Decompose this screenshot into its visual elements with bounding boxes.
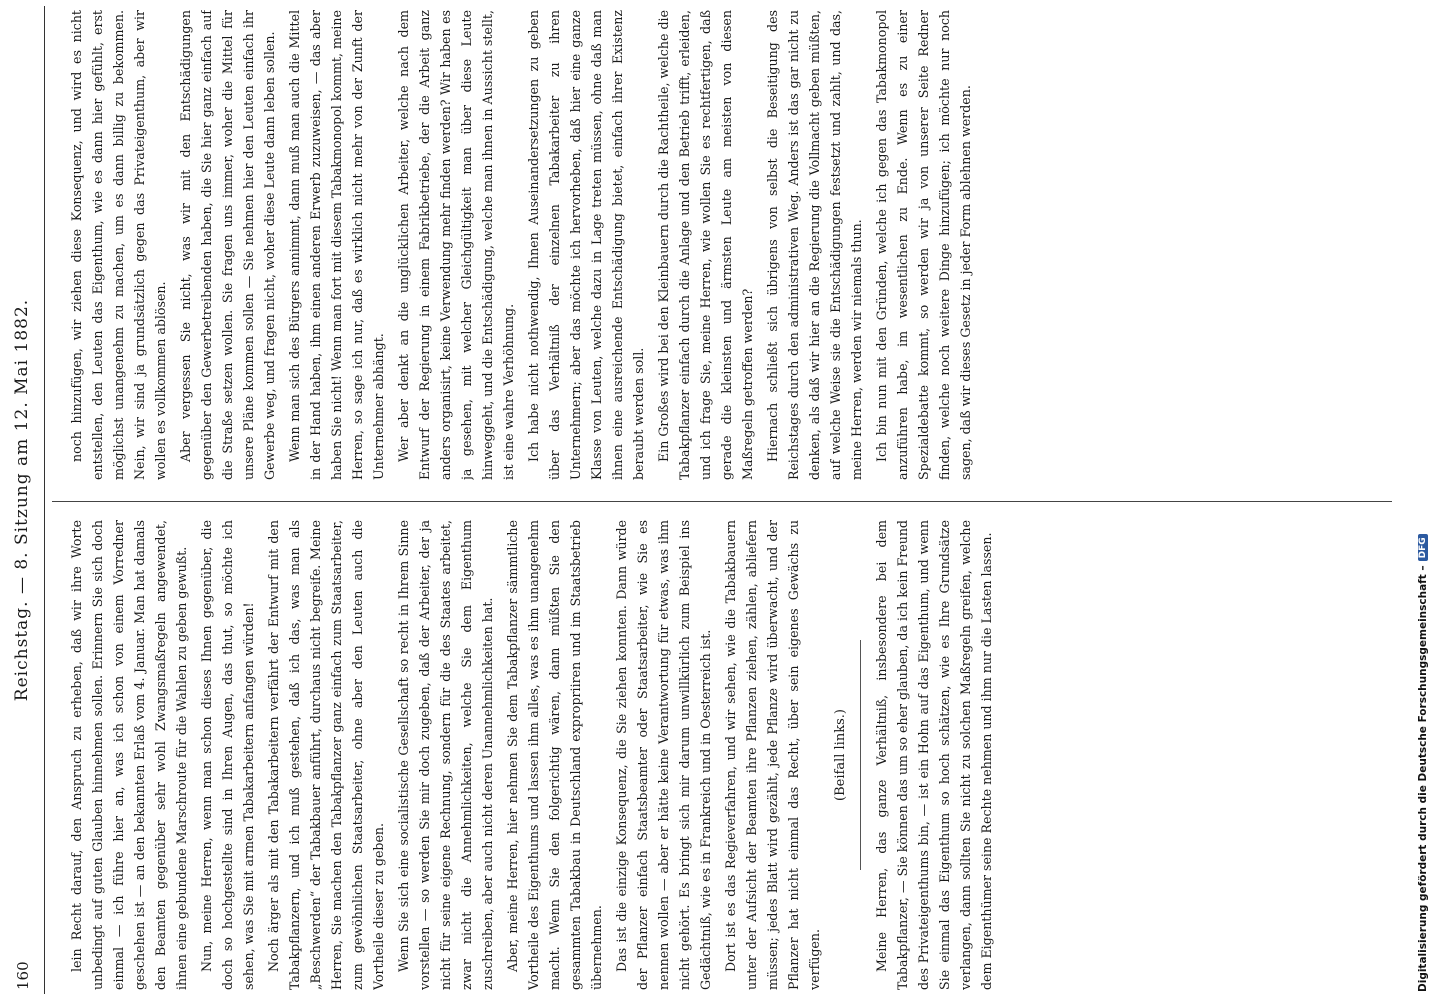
header-rule — [44, 6, 45, 994]
digitization-note — [1414, 0, 1432, 1000]
paragraph: Ich habe nicht nothwendig, Ihnen Auseinandersetzungen zu geben über das Verhältniß der einzelnen Tabakarbeiter zu ihren Unternehmern; aber das möchte ich hervorheben, daß hier eine ganze Klasse von Leuten, welche dazu in Lage treten müssen, ohne daß man ihnen eine ausreichende Entschädigung bietet, einfach ihrer Existenz beraubt werden soll. — [526, 10, 646, 480]
paragraph: Meine Herren, das ganze Verhältniß, insbesondere bei dem Tabakpflanzer, — Sie können das um so eher glauben, da ich kein Freund des Privateigenthums bin, — ist ein Hohn auf das Eigenthum, und wenn Sie einmal das Eigenthum so hoch schätzen, wie es Ihre Grundsätze verlangen, dann sollten Sie nicht zu solchen Maßregeln greifen, welche dem Eigenthümer seine Rechte nehmen und ihm nur die Lasten lassen. — [874, 520, 994, 990]
section-rule — [860, 640, 861, 870]
right-column — [66, 10, 1391, 480]
column-divider — [52, 501, 1392, 502]
paragraph: Nun, meine Herren, wenn man schon dieses Ihnen gegenüber, die doch so hochgestellte sind in Ihren Augen, das thut, so möchte ich sehen, was Sie mit armen Tabakarbeitern anfangen würden! — [199, 520, 256, 990]
paragraph: Wenn man sich des Bürgers annimmt, dann muß man auch die Mittel in der Hand haben, ihm einen anderen Erwerb zuzuweisen, — das aber haben Sie nicht! Wenn man fort mit diesem Tabakmonopol kommt, meine Herren, so sage ich nur, daß es wirklich nicht mehr von der Zunft der Unternehmer abhängt. — [287, 10, 386, 480]
dfg-logo: DFG — [1418, 534, 1428, 561]
paragraph: Noch ärger als mit den Tabakarbeitern verfährt der Entwurf mit den Tabakpflanzern, und ich muß gestehen, daß ich das, was man als „Beschwerden“ der Tabakbauer anführt, durchaus nicht begreife. Meine Herren, Sie machen den Tabakpflanzer ganz einfach zum Staatsarbeiter, zum gewöhnlichen Staatsarbeiter, ohne aber den Leuten auch die Vortheile dieser zu geben. — [266, 520, 386, 990]
applause-note: (Beifall links.) — [833, 709, 848, 801]
paragraph: Dort ist es das Regieverfahren, und wir sehen, wie die Tabakbauern unter der Aufsicht der Beamten ihre Pflanzen ziehen, zählen, abliefern müssen; jedes Blatt wird gezählt, jede Pflanze wird überwacht, und der Pflanzer hat nicht einmal das Recht, über sein eigenes Gewächs zu verfügen. — [723, 520, 822, 990]
paragraph: noch hinzufügen, wir ziehen diese Konsequenz, und wird es nicht entstellen, den Leuten das Eigenthum, wie es dann hier gefühlt, erst möglichst unangenehm zu machen, um es dann billig zu bekommen. Nein, wir sind ja grundsätzlich gegen das Privateigenthum, aber wir wollen es vollkommen ablösen. — [69, 10, 168, 480]
digitization-note-text: Digitalisierung gefördert durch die Deutsche Forschungsgemeinschaft – — [1417, 565, 1429, 992]
paragraph: Wenn Sie sich eine socialistische Gesellschaft so recht in Ihrem Sinne vorstellen — so werden Sie mir doch zugeben, daß der Arbeiter, der ja nicht für seine eigene Rechnung, sondern für die des Staates arbeitet, zwar nicht die Annehmlichkeiten, welche Sie dem Eigenthum zuschreiben, aber auch nicht deren Unannehmlichkeiten hat. — [396, 520, 495, 990]
page-number: 160 — [14, 961, 32, 990]
paragraph: Ich bin nun mit den Gründen, welche ich gegen das Tabakmonopol anzuführen habe, im wesentlichen zu Ende. Wenn es zu einer Spezialdebatte kommt, so werden wir ja von unserer Seite Redner finden, welche noch weitere Dinge hinzufügen; ich möchte nur noch sagen, daß wir dieses Gesetz in jeder Form ablehnen werden. — [874, 10, 973, 480]
paragraph: Hiernach schließt sich übrigens von selbst die Beseitigung des Reichstages durch den administrativen Weg. Anders ist das gar nicht zu denken, als daß wir hier an die Regierung die Vollmacht geben müßten, auf welche Weise sie die Entschädigungen festsetzt und zahlt, und das, meine Herren, werden wir niemals thun. — [765, 10, 864, 480]
paragraph: lein Recht darauf, den Anspruch zu erheben, daß wir ihre Worte unbedingt auf guten Glauben hinnehmen sollen. Erinnern Sie sich doch einmal — ich führe hier an, was ich schon von einem Vorredner geschehen ist — an den bekannten Erlaß vom 4. Januar. Man hat damals den Beamten gegenüber sehr wohl Zwangsmaßregeln angewendet, ihnen eine gebundene Marschroute für die Wahlen zu geben gewußt. — [69, 520, 189, 990]
paragraph: Ein Großes wird bei den Kleinbauern durch die Rachtheile, welche die Tabakpflanzer einfach durch die Anlage und den Betrieb trifft, erleiden, und ich frage Sie, meine Herren, wie wollen Sie es rechtfertigen, daß gerade die kleinsten und ärmsten Leute am meisten von diesen Maßregeln getroffen werden? — [656, 10, 755, 480]
paragraph: Wer aber denkt an die unglücklichen Arbeiter, welche nach dem Entwurf der Regierung in einem Fabrikbetriebe, der die Arbeit ganz anders organisirt, keine Verwendung mehr finden werden? Wir haben es ja gesehen, mit welcher Gleichgültigkeit man über diese Leute hinweggeht, und die Entschädigung, welche man ihnen in Aussicht stellt, ist eine wahre Verhöhnung. — [396, 10, 516, 480]
paragraph: Aber vergessen Sie nicht, was wir mit den Entschädigungen gegenüber den Gewerbetreibenden haben, die Sie hier ganz einfach auf die Straße setzen wollen. Sie fragen uns immer, woher die Mittel für unsere Pläne kommen sollen — Sie nehmen hier den Leuten einfach ihr Gewerbe weg, und fragen nicht, woher diese Leute dann leben sollen. — [178, 10, 277, 480]
paragraph: Aber, meine Herren, hier nehmen Sie dem Tabakpflanzer sämmtliche Vortheile des Eigenthums und lassen ihm alles, was es ihm unangenehm macht. Wenn Sie den folgerichtig wären, dann müßten Sie den gesammten Tabakbau in Deutschland expropriiren und im Staatsbetrieb übernehmen. — [505, 520, 604, 990]
running-head — [0, 0, 60, 1000]
left-column — [66, 520, 1391, 990]
paragraph: Das ist die einzige Konsequenz, die Sie ziehen konnten. Dann würde der Pflanzer einfach Staatsbeamter oder Staatsarbeiter, wie Sie es nennen wollen — aber er hätte keine Verantwortung für etwas, was ihm nicht gehört. Es bringt sich mir darum unwillkürlich zum Beispiel ins Gedächtniß, wie es in Frankreich und in Oesterreich ist. — [614, 520, 713, 990]
page-title: Reichstag. — 8. Sitzung am 12. Mai 1882. — [12, 298, 32, 702]
